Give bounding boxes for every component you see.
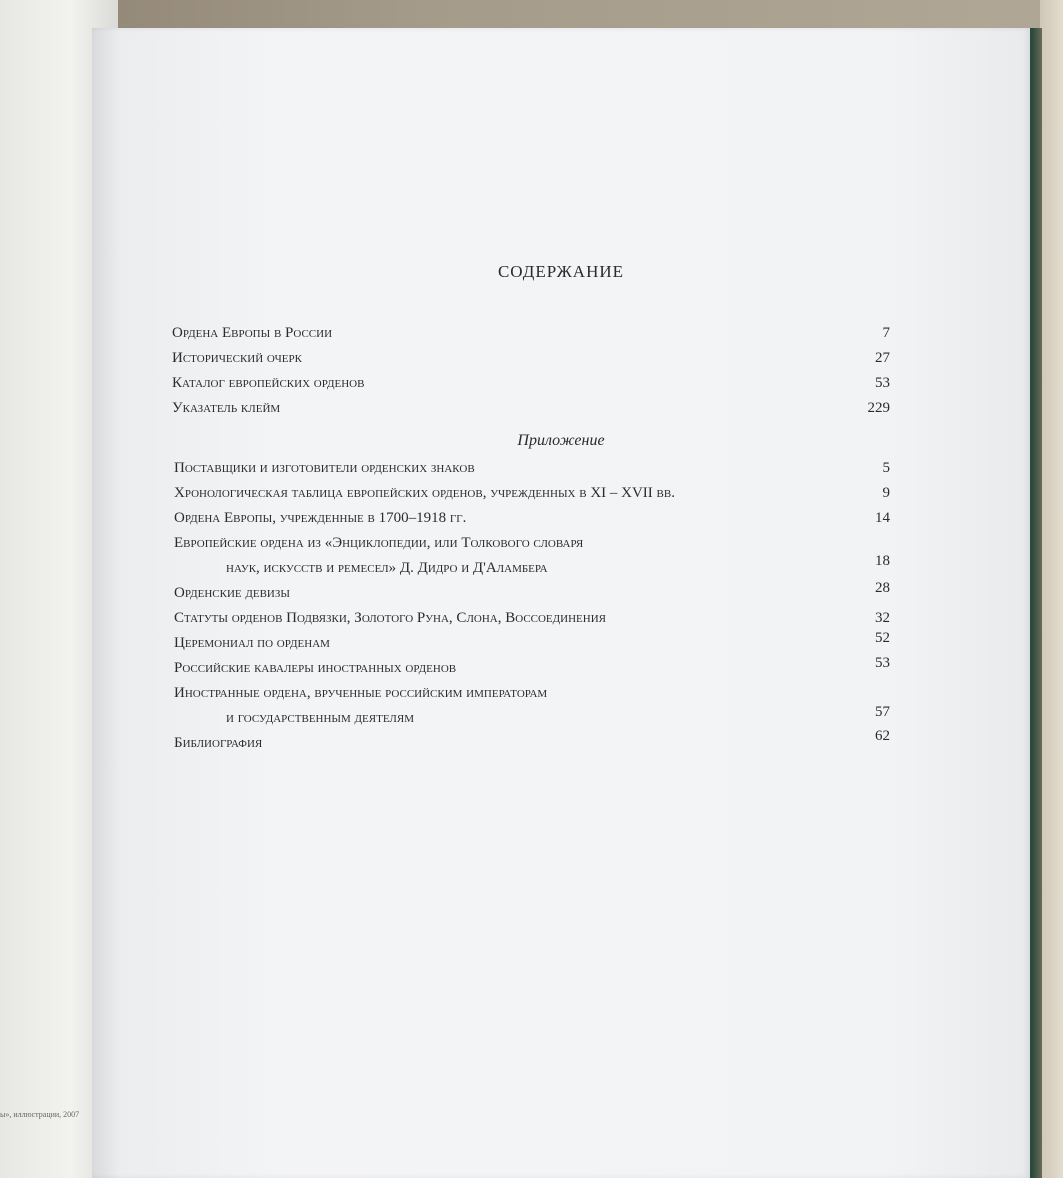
toc-entry-title: Европейские ордена из «Энциклопедии, или Толкового словаря xyxy=(174,535,584,551)
toc-entry xyxy=(92,580,1030,605)
toc-entry xyxy=(92,704,1030,730)
toc-entry xyxy=(92,553,1030,580)
toc-entry-page: 32 xyxy=(875,610,890,626)
toc-entry-title: Ордена Европы в России xyxy=(172,325,333,341)
toc-entry xyxy=(92,510,1030,530)
toc-entry-title: Российские кавалеры иностранных орденов xyxy=(174,660,457,676)
toc-entry-page: 27 xyxy=(875,350,890,366)
toc-entry-title: Статуты орденов Подвязки, Золотого Руна, Слона, Воссоединения xyxy=(174,610,606,626)
toc-entry-title: Орденские девизы xyxy=(174,585,290,601)
toc-entry xyxy=(92,460,1030,480)
toc-entry-title: наук, искусств и ремесел» Д. Дидро и Д'Аламбера xyxy=(226,560,548,576)
toc-entry-page: 14 xyxy=(875,510,890,526)
toc-entry xyxy=(92,375,1030,395)
toc-entry xyxy=(92,685,1030,705)
appendix-heading: Приложение xyxy=(517,432,605,449)
toc-entry xyxy=(92,535,1030,555)
toc-entry-page: 53 xyxy=(875,655,890,671)
toc-entry-page: 57 xyxy=(875,704,890,720)
toc-entry-title: Церемониал по орденам xyxy=(174,635,330,651)
toc-entry-page: 18 xyxy=(875,553,890,569)
toc-entry-title: Хронологическая таблица европейских орденов, учрежденных в XI – XVII вв. xyxy=(174,485,675,501)
toc-entry-title: Ордена Европы, учрежденные в 1700–1918 гг. xyxy=(174,510,467,526)
toc-entry-page: 53 xyxy=(875,375,890,391)
toc-entry-title: Указатель клейм xyxy=(172,400,281,416)
toc-entry xyxy=(92,630,1030,655)
toc-entry xyxy=(92,485,1030,505)
toc-entry-title: Библиография xyxy=(174,735,263,751)
toc-entry xyxy=(92,400,1030,420)
toc-entry-page: 62 xyxy=(875,728,890,744)
toc-entry-page: 5 xyxy=(882,460,890,476)
toc-entry-page: 229 xyxy=(867,400,890,416)
contents-page xyxy=(92,28,1030,1178)
toc-entry-title: Поставщики и изготовители орденских знаков xyxy=(174,460,475,476)
toc-entry-page: 52 xyxy=(875,630,890,646)
toc-entry xyxy=(92,655,1030,680)
toc-entry xyxy=(92,728,1030,755)
toc-entry-title: Иностранные ордена, врученные российским императорам xyxy=(174,685,548,701)
toc-entry-page: 7 xyxy=(882,325,890,341)
toc-entry xyxy=(92,325,1030,345)
toc-entry-title: и государственным деятелям xyxy=(226,710,414,726)
left-page-footer: ы», иллюстрации, 2007 xyxy=(0,1110,80,1119)
page-title: СОДЕРЖАНИЕ xyxy=(497,262,625,281)
toc-entry-title: Каталог европейских орденов xyxy=(172,375,365,391)
toc-entry xyxy=(92,350,1030,370)
toc-entry-title: Исторический очерк xyxy=(172,350,302,366)
adjacent-book-edge xyxy=(1040,0,1063,1178)
toc-entry-page: 9 xyxy=(882,485,890,501)
toc-entry-page: 28 xyxy=(875,580,890,596)
toc-entry xyxy=(92,610,1030,630)
